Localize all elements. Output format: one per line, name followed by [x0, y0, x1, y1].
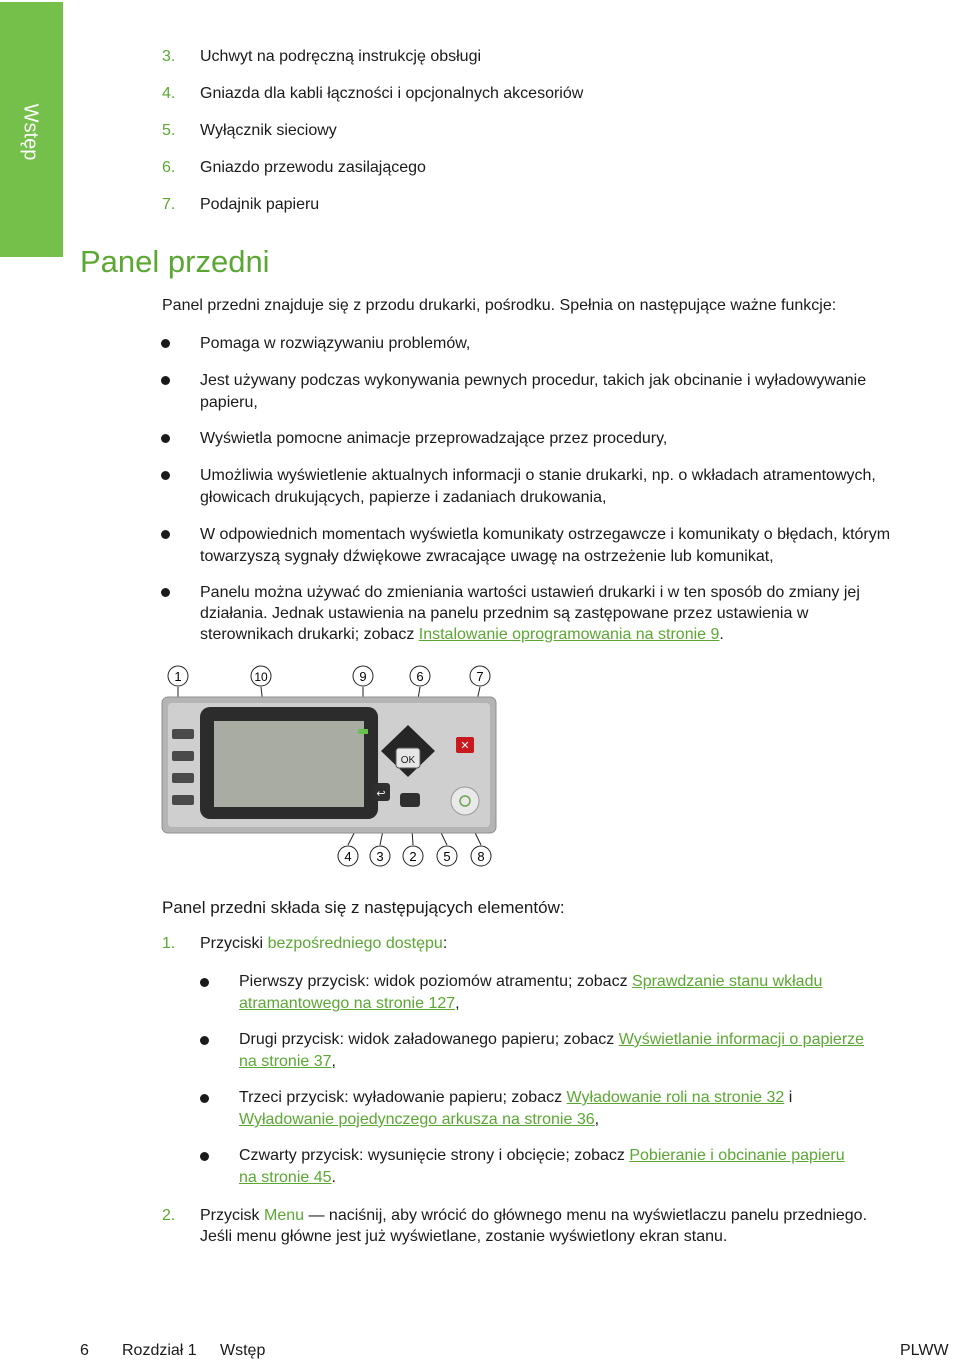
- intro-paragraph: Panel przedni znajduje się z przodu drukarki, pośrodku. Spełnia on następujące ważne funkcje:: [162, 297, 837, 314]
- function-text: Wyświetla pomocne animacje przeprowadzające przez procedury,: [200, 430, 668, 447]
- sub-item-pre: Drugi przycisk: widok załadowanego papieru; zobacz: [239, 1031, 619, 1048]
- sub-item-text: [239, 1051, 336, 1072]
- page-number: 6: [80, 1342, 89, 1359]
- list-number: 5.: [162, 122, 176, 139]
- bullet-icon: [200, 978, 209, 987]
- cross-reference-link[interactable]: na stronie 37: [239, 1053, 332, 1070]
- cross-reference-link[interactable]: atramantowego na stronie 127: [239, 995, 456, 1012]
- locale-code: PLWW: [900, 1342, 949, 1359]
- item-term: bezpośredniego dostępu: [267, 935, 443, 952]
- function-text-post: .: [719, 626, 724, 643]
- section-heading: Panel przedni: [80, 244, 270, 279]
- bullet-icon: [161, 376, 170, 385]
- item-term: Menu: [264, 1207, 305, 1224]
- status-led: [358, 729, 368, 734]
- chapter-side-tab: [0, 2, 63, 257]
- sub-item-post: ,: [455, 995, 460, 1012]
- bullet-icon: [200, 1152, 209, 1161]
- item-text: Jeśli menu główne jest już wyświetlane, zostanie wyświetlony ekran stanu.: [200, 1228, 728, 1245]
- function-text: towarzyszą sygnały dźwiękowe zwracające uwagę na ostrzeżenie lub komunikat,: [200, 548, 774, 565]
- item-text-post: :: [442, 935, 448, 952]
- cross-reference-link[interactable]: na stronie 45: [239, 1169, 332, 1186]
- direct-button-4[interactable]: [172, 795, 194, 805]
- function-text: Jest używany podczas wykonywania pewnych procedur, takich jak obcinanie i wyładowywanie: [200, 372, 867, 389]
- power-button[interactable]: [451, 787, 479, 815]
- sub-item-pre: Czwarty przycisk: wysunięcie strony i obcięcie; zobacz: [239, 1147, 630, 1164]
- sub-item-pre: Pierwszy przycisk: widok poziomów atramentu; zobacz: [239, 973, 633, 990]
- bullet-icon: [200, 1036, 209, 1045]
- function-text: papieru,: [200, 394, 258, 411]
- side-tab-label: Wstęp: [19, 103, 42, 161]
- bullet-icon: [161, 471, 170, 480]
- callout-number: 8: [477, 849, 485, 864]
- item-text: [200, 933, 447, 954]
- bullet-icon: [161, 434, 170, 443]
- callout-number: 4: [344, 849, 352, 864]
- list-number: 4.: [162, 85, 176, 102]
- sub-item-text: [239, 993, 460, 1014]
- function-text: W odpowiednich momentach wyświetla komunikaty ostrzegawcze i komunikaty o błędach, którym: [200, 526, 891, 543]
- function-text: działania. Jednak ustawienia na panelu przednim są zastępowane przez ustawienia w: [200, 605, 809, 622]
- sub-item-mid: i: [784, 1089, 793, 1106]
- function-text: Pomaga w rozwiązywaniu problemów,: [200, 335, 471, 352]
- list-number: 3.: [162, 48, 176, 65]
- sub-item-pre: Trzeci przycisk: wyładowanie papieru; zobacz: [239, 1089, 567, 1106]
- cross-reference-link[interactable]: Wyładowanie roli na stronie 32: [566, 1089, 785, 1106]
- list-number: 7.: [162, 196, 176, 213]
- consists-paragraph: Panel przedni składa się z następujących elementów:: [162, 898, 565, 917]
- bottom-callouts: [338, 846, 491, 866]
- bullet-icon: [200, 1094, 209, 1103]
- menu-button[interactable]: [400, 793, 420, 807]
- list-item-text: Uchwyt na podręczną instrukcję obsługi: [200, 48, 482, 65]
- callout-number: 1: [174, 669, 182, 684]
- cancel-x-icon: ✕: [460, 740, 470, 752]
- sub-item-post: ,: [331, 1053, 336, 1070]
- function-text-pre: sterownikach drukarki; zobacz: [200, 626, 419, 643]
- callout-number: 7: [476, 669, 484, 684]
- callout-number: 10: [254, 670, 268, 684]
- callout-number: 6: [416, 669, 424, 684]
- item-number: 1.: [162, 935, 176, 952]
- cross-reference-link[interactable]: Wyładowanie pojedynczego arkusza na stronie 36: [239, 1111, 595, 1128]
- list-number: 6.: [162, 159, 176, 176]
- sub-item-text: [239, 1145, 845, 1166]
- list-item-text: Gniazdo przewodu zasilającego: [200, 159, 426, 176]
- bullet-icon: [161, 588, 170, 597]
- cross-reference-link[interactable]: Pobieranie i obcinanie papieru: [629, 1147, 845, 1164]
- bullet-icon: [161, 339, 170, 348]
- callout-number: 2: [409, 849, 417, 864]
- sub-item-text: [239, 971, 822, 992]
- function-text: Umożliwia wyświetlenie aktualnych informacji o stanie drukarki, np. o wkładach atramentowych,: [200, 467, 876, 484]
- back-arrow-icon: ↩: [376, 788, 386, 800]
- item-number: 2.: [162, 1207, 176, 1224]
- list-item-text: Wyłącznik sieciowy: [200, 122, 337, 139]
- direct-button-2[interactable]: [172, 751, 194, 761]
- install-software-link[interactable]: Instalowanie oprogramowania na stronie 9: [418, 626, 720, 643]
- item-text-pre: Przycisk: [200, 1207, 264, 1224]
- item-text-post: — naciśnij, aby wrócić do głównego menu na wyświetlaczu panelu przedniego.: [304, 1207, 868, 1224]
- front-panel-figure: [150, 655, 510, 875]
- sub-item-post: .: [331, 1169, 336, 1186]
- sub-item-text: [239, 1109, 599, 1130]
- cross-reference-link[interactable]: Sprawdzanie stanu wkładu: [632, 973, 823, 990]
- sub-item-text: [239, 1087, 792, 1108]
- direct-button-1[interactable]: [172, 729, 194, 739]
- item-text-pre: Przyciski: [200, 935, 268, 952]
- top-callouts: [168, 666, 490, 686]
- cross-reference-link[interactable]: Wyświetlanie informacji o papierze: [618, 1031, 865, 1048]
- function-text: [200, 624, 724, 645]
- function-text: Panelu można używać do zmieniania wartości ustawień drukarki i w ten sposób do zmiany jej: [200, 584, 860, 601]
- display-screen: [214, 721, 364, 807]
- sub-item-text: [239, 1029, 864, 1050]
- callout-number: 3: [376, 849, 384, 864]
- callout-number: 5: [443, 849, 451, 864]
- sub-item-text: [239, 1167, 336, 1188]
- chapter-label: Rozdział 1: [122, 1342, 197, 1359]
- list-item-text: Gniazda dla kabli łączności i opcjonalnych akcesoriów: [200, 85, 584, 102]
- ok-button-label: OK: [400, 755, 416, 766]
- direct-button-3[interactable]: [172, 773, 194, 783]
- callout-number: 9: [359, 669, 367, 684]
- bullet-icon: [161, 530, 170, 539]
- sub-item-post: ,: [594, 1111, 600, 1128]
- list-item-text: Podajnik papieru: [200, 196, 320, 213]
- chapter-title: Wstęp: [220, 1342, 266, 1359]
- item-text: [200, 1205, 867, 1226]
- function-text: głowicach drukujących, papierze i zadaniach drukowania,: [200, 489, 607, 506]
